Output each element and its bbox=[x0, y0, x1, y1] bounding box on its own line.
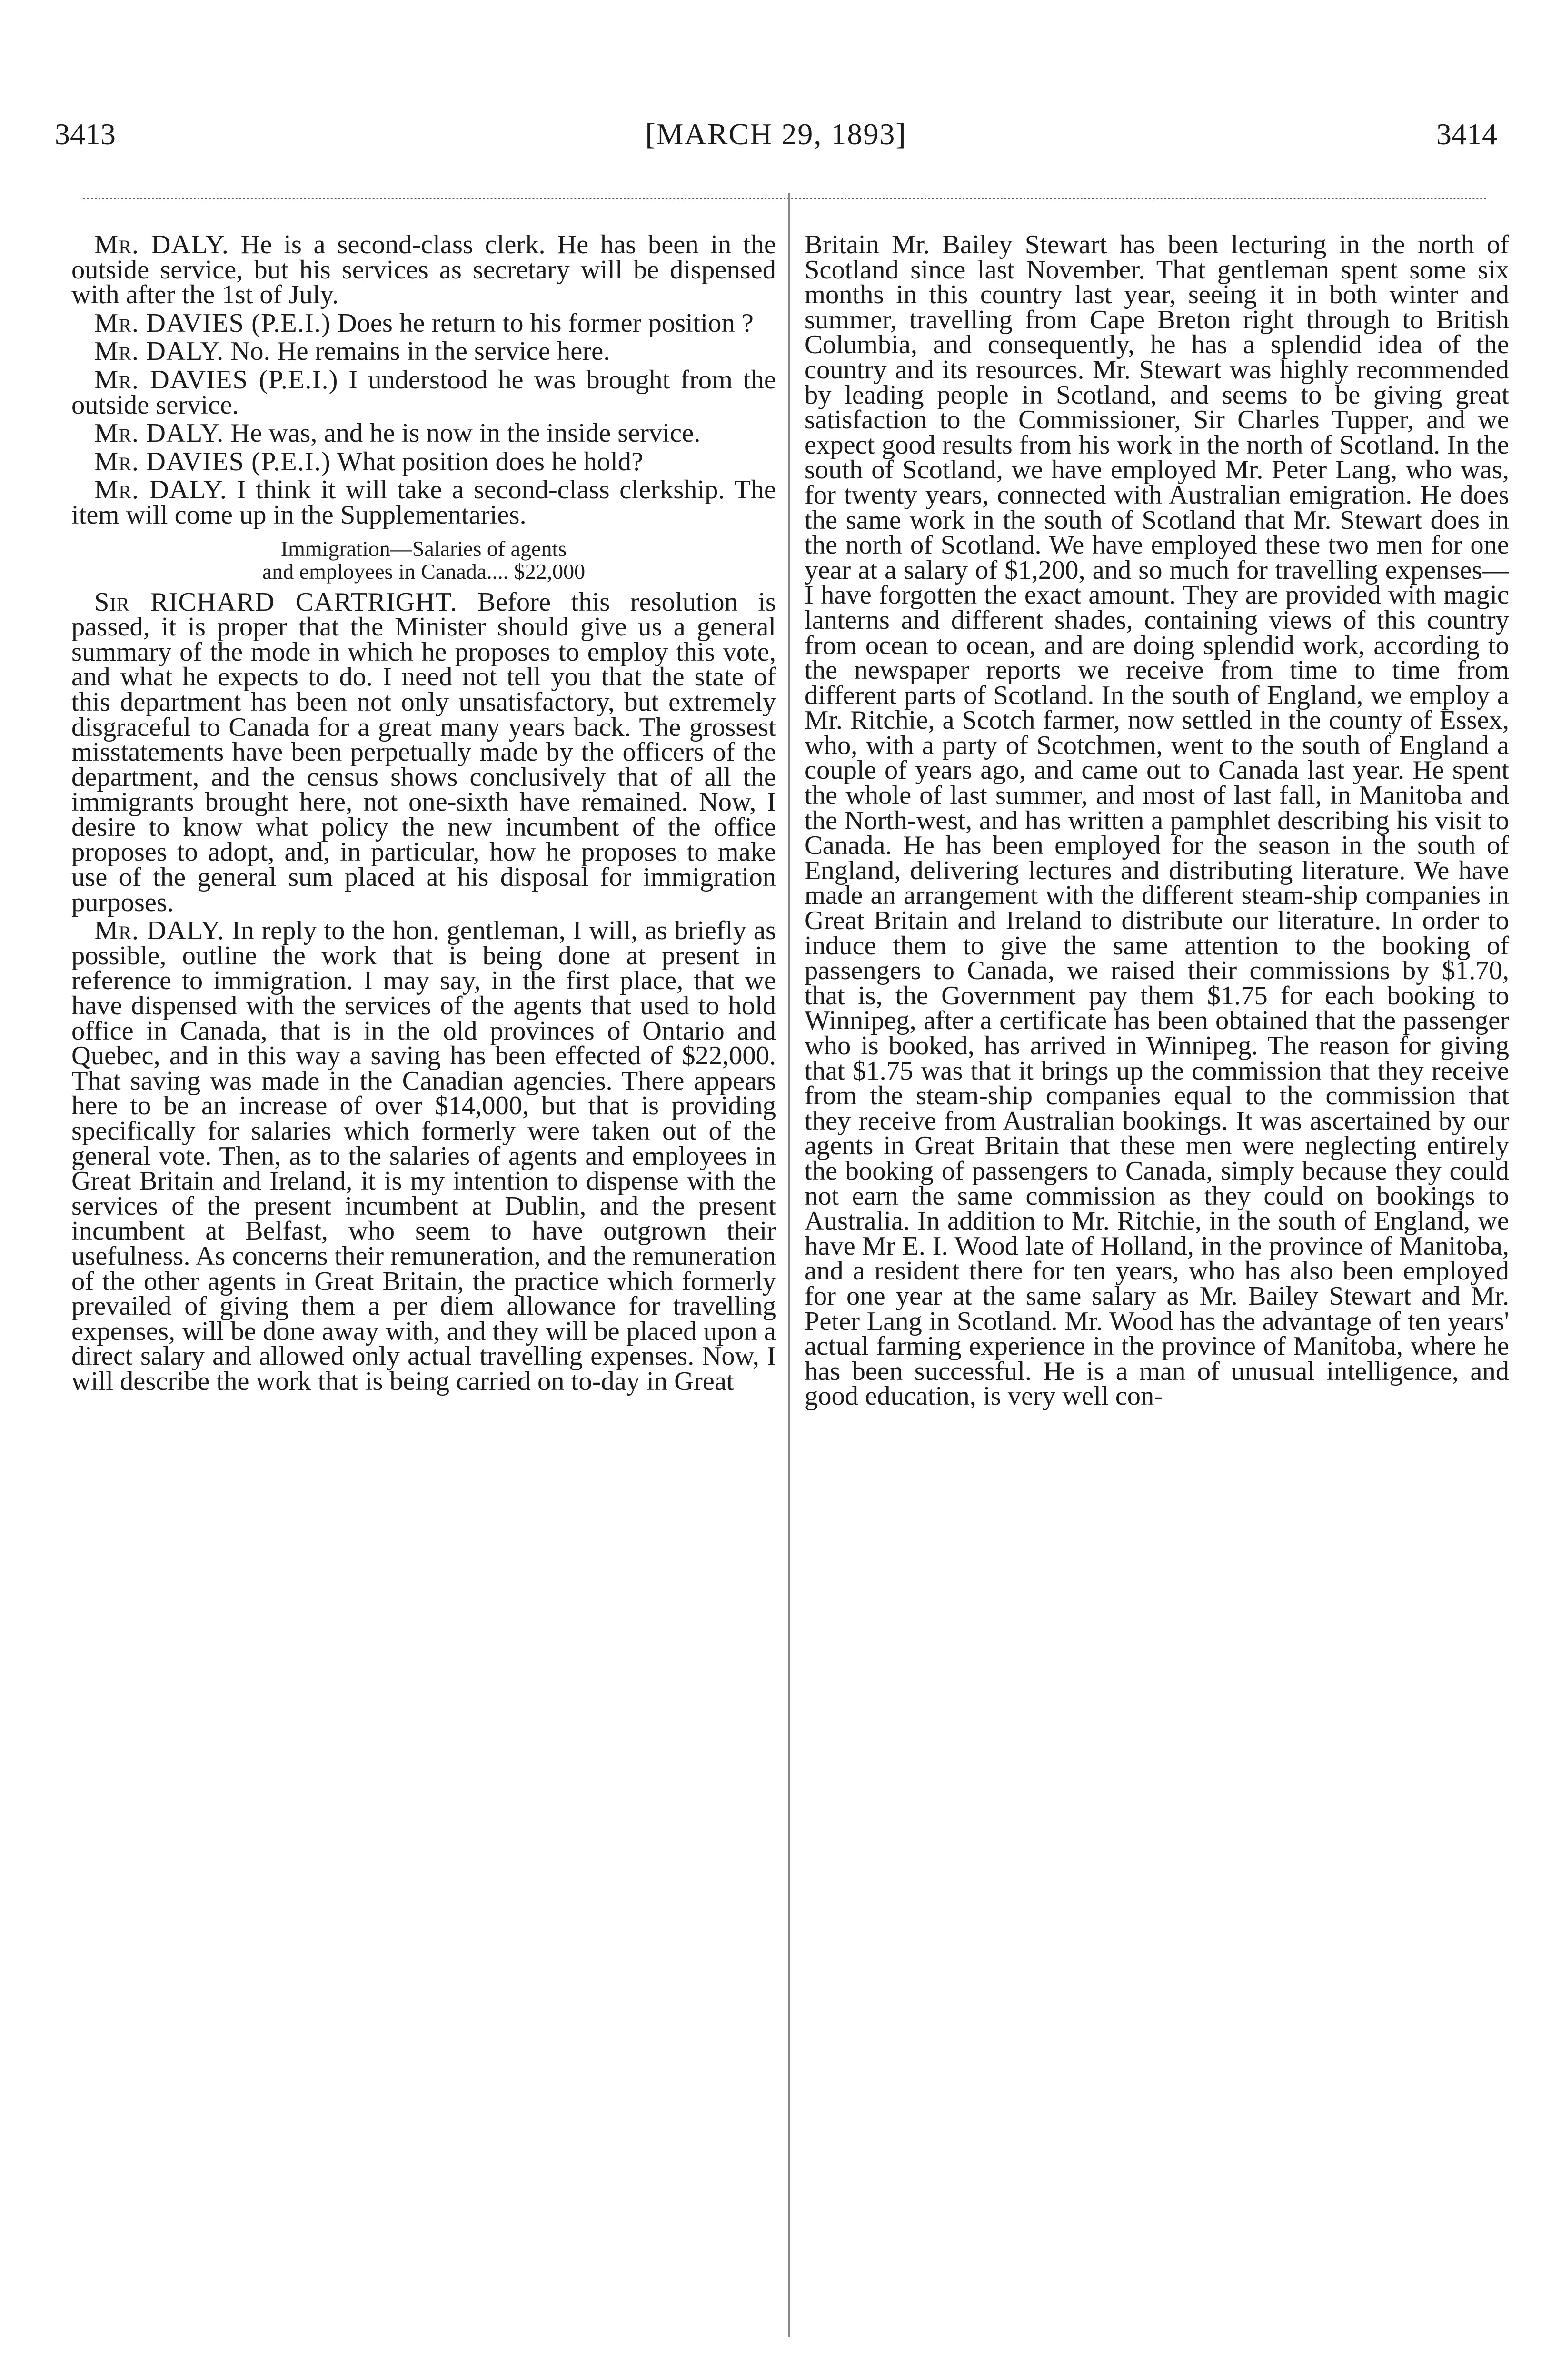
speech-text: What position does he hold? bbox=[337, 446, 644, 476]
column-divider bbox=[788, 193, 790, 2337]
speaker: Sir RICHARD CARTRIGHT. bbox=[94, 587, 457, 617]
speaker: Mr. DAVIES (P.E.I.) bbox=[94, 308, 331, 338]
speaker: Mr. DAVIES (P.E.I.) bbox=[94, 365, 338, 395]
paragraph-3 bbox=[71, 337, 776, 367]
paragraph-4 bbox=[71, 365, 776, 420]
speech-text: In reply to the hon. gentleman, I will, as briefly as possible, outline the work that is being done at present in reference to immigration. I may say, in the first place, that we have dispensed with the services of the agents that used to hold office in Canada, that is in the old provinces of Ontario and Quebec, and in this way a saving has been effected of $22,000. That saving was made in the Canadian agencies. There appears here to be an increase of over $14,000, but that is providing specifically for salaries which formerly were taken out of the general vote. Then, as to the salaries of agents and employees in Great Britain and Ireland, it is my intention to dispense with the services of the present incumbent at Dublin, and the present incumbent at Belfast, who seem to have outgrown their usefulness. As concerns their remuneration, and the remuneration of the other agents in Great Britain, the practice which formerly prevailed of giving them a per diem allowance for travelling expenses, will be done away with, and they will be placed upon a direct salary and allowed only actual travelling expenses. Now, I will describe the work that is being carried on to-day in Great bbox=[71, 916, 776, 1396]
paragraph-1 bbox=[71, 232, 776, 310]
item-amount: $22,000 bbox=[514, 559, 586, 584]
paragraph-daly-reply bbox=[71, 918, 776, 1394]
speaker: Mr. DALY. bbox=[94, 337, 224, 367]
paragraph-7 bbox=[71, 475, 776, 530]
page-number-right: 3414 bbox=[1436, 117, 1497, 151]
item-title: Immigration—Salaries of agents bbox=[280, 536, 567, 561]
paragraph-cartwright bbox=[71, 587, 776, 917]
speech-text: I understood he was brought from the outside service. bbox=[71, 365, 776, 420]
right-column bbox=[805, 232, 1509, 2380]
estimate-item bbox=[71, 537, 776, 583]
paragraph-6 bbox=[71, 446, 776, 476]
page-number-left: 3413 bbox=[55, 117, 116, 151]
speech-text: No. He remains in the service here. bbox=[230, 337, 610, 367]
speaker: Mr. DALY. bbox=[94, 475, 227, 505]
speaker: Mr. DALY. bbox=[94, 418, 224, 448]
continued-paragraph: Britain Mr. Bailey Stewart has been lecturing in the north of Scotland since last November. That gentleman spent some six months in this country last year, seeing it in both winter and summer, travelling from Cape Breton right through to British Columbia, and consequently, he has a splendid idea of the country and its resources. Mr. Stewart was highly recommended by leading people in Scotland, and seems to be giving great satisfaction to the Commissioner, Sir Charles Tupper, and we expect good results from his work in the north of Scotland. In the south of Scotland, we have employed Mr. Peter Lang, who was, for twenty years, connected with Australian emigration. He does the same work in the south of Scotland that Mr. Stewart does in the north of Scotland. We have employed these two men for one year at a salary of $1,200, and so much for travelling expenses—I have forgotten the exact amount. They are provided with magic lanterns and different shades, containing views of this country from ocean to ocean, and are doing splendid work, according to the newspaper reports we receive from time to time from different parts of Scotland. In the south of England, we employ a Mr. Ritchie, a Scotch farmer, now settled in the county of Essex, who, with a party of Scotchmen, went to the south of England a couple of years ago, and came out to Canada last year. He spent the whole of last summer, and most of last fall, in Manitoba and the North-west, and has written a pamphlet describing his visit to Canada. He has been employed for the season in the south of England, delivering lectures and distributing literature. We have made an arrangement with the different steam-ship companies in Great Britain and Ireland to distribute our literature. In order to induce them to give the same attention to the booking of passengers to Canada, we raised their commissions by $1.70, that is, the Government pay them $1.75 for each booking to Winnipeg, after a certificate has been obtained that the passenger who is booked, has arrived in Winnipeg. The reason for giving that $1.75 was that it brings up the commission that they receive from the steam-ship companies equal to the commission that they receive from Australian bookings. It was ascertained by our agents in Great Britain that these men were neglecting entirely the booking of passengers to Canada, simply because they could not earn the same commission as they could on bookings to Australia. In addition to Mr. Ritchie, in the south of England, we have Mr E. I. Wood late of Holland, in the province of Manitoba, and a resident there for ten years, who has also been employed for one year at the same salary as Mr. Bailey Stewart and Mr. Peter Lang in Scotland. Mr. Wood has the advantage of ten years' actual farming experience in the province of Manitoba, where he has been successful. He is a man of unusual intelligence, and good education, is very well con- bbox=[805, 232, 1509, 1411]
left-column bbox=[71, 232, 776, 2380]
paragraph-5 bbox=[71, 418, 776, 448]
speaker: Mr. DAVIES (P.E.I.) bbox=[94, 446, 331, 476]
speech-text: I think it will take a second-class clerkship. The item will come up in the Supplementaries. bbox=[71, 475, 776, 530]
paragraph-2 bbox=[71, 308, 776, 338]
header-rule bbox=[83, 198, 1488, 199]
speech-text: He was, and he is now in the inside service. bbox=[230, 418, 701, 448]
speech-text: Does he return to his former position ? bbox=[337, 308, 754, 338]
speaker: Mr. DALY. bbox=[94, 232, 229, 259]
header-date: [MARCH 29, 1893] bbox=[645, 117, 907, 151]
speech-text: Before this resolution is passed, it is proper that the Minister should give us a general summary of the mode in which he proposes to employ this vote, and what he expects to do. I need not tell you that the state of this department has been not only unsatisfactory, but extremely disgraceful to Canada for a great many years back. The grossest misstatements have been perpetually made by the officers of the department, and the census shows conclusively that of all the immigrants brought here, not one-sixth have remained. Now, I desire to know what policy the new incumbent of the office proposes to adopt, and, in particular, how he proposes to make use of the general sum placed at his disposal for immigration purposes. bbox=[71, 587, 776, 917]
page-header bbox=[55, 117, 1497, 169]
speech-text: He is a second-class clerk. He has been in the outside service, but his services as secretary will be dispensed with after the 1st of July. bbox=[71, 232, 776, 310]
speaker: Mr. DALY. bbox=[94, 916, 225, 946]
item-subtitle: and employees in Canada.... bbox=[262, 559, 509, 584]
